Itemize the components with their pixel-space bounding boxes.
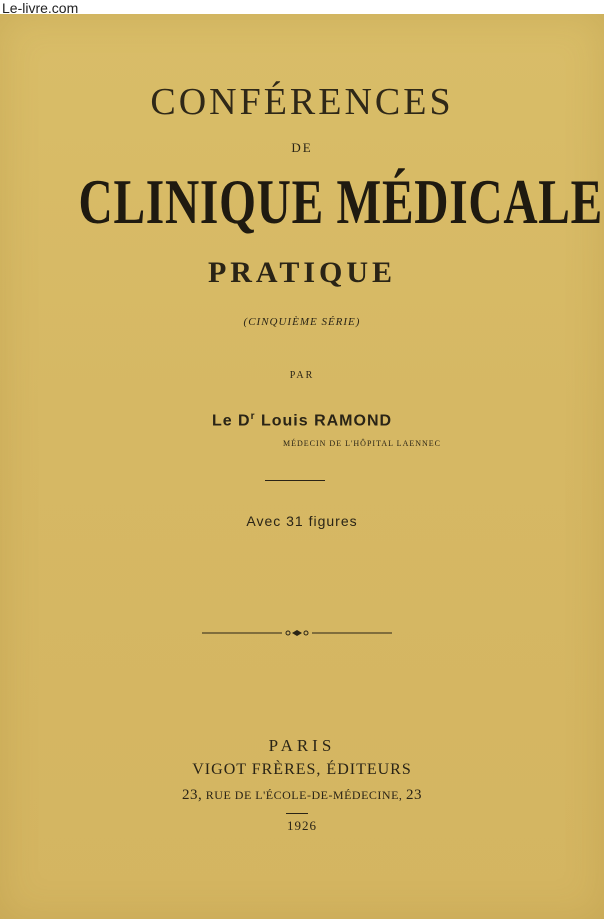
by-label: PAR xyxy=(289,370,315,381)
address-number: 23, xyxy=(182,787,203,803)
address-number-2: 23 xyxy=(405,787,422,803)
address-street: RUE DE L'ÉCOLE-DE-MÉDECINE, xyxy=(202,788,406,802)
author-prefix-sup: r xyxy=(250,411,256,422)
main-title: CLINIQUE MÉDICALE xyxy=(78,166,603,237)
publication-year: 1926 xyxy=(287,818,317,833)
watermark-text: Le-livre.com xyxy=(2,0,79,16)
subtitle: PRATIQUE xyxy=(207,256,397,289)
publisher-address xyxy=(0,787,604,804)
title-connector: DE xyxy=(291,140,313,155)
divider-rule xyxy=(265,480,325,481)
ornament-divider xyxy=(202,628,392,638)
author-full-name: Louis RAMOND xyxy=(255,412,393,430)
author-role: MÉDECIN DE L'HÔPITAL LAENNEC xyxy=(282,439,442,448)
figures-note: Avec 31 figures xyxy=(246,513,358,529)
author-prefix: Le D xyxy=(211,412,251,430)
series-label: (CINQUIÈME SÉRIE) xyxy=(243,316,361,328)
author-name xyxy=(0,411,604,430)
title-line-1: CONFÉRENCES xyxy=(150,81,454,123)
publisher-city: PARIS xyxy=(268,736,336,755)
year-rule xyxy=(286,813,308,814)
publisher-name: VIGOT FRÈRES, ÉDITEURS xyxy=(192,761,412,778)
book-cover xyxy=(0,14,604,919)
